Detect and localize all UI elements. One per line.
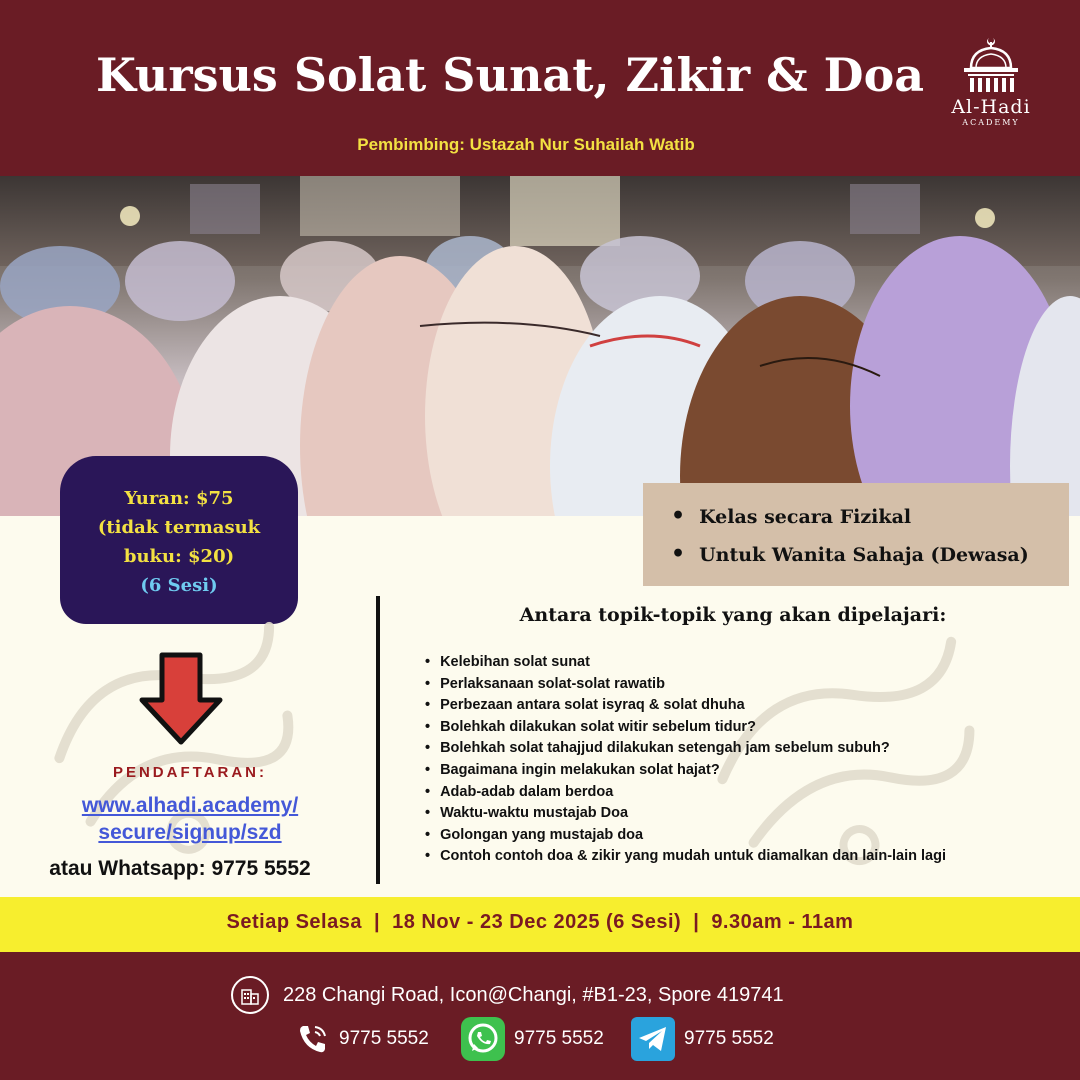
instructor-line: Pembimbing: Ustazah Nur Suhailah Watib [357, 135, 695, 154]
registration-label: PENDAFTARAN: [112, 764, 268, 781]
phone-number: 9775 5552 [339, 1028, 429, 1049]
topic-item: • Kelebihan solat sunat [425, 652, 1065, 674]
whatsapp-contact[interactable] [460, 1016, 604, 1062]
building-icon [231, 976, 269, 1014]
feature-item: • Kelas secara Fizikal [671, 503, 1069, 529]
registration-link-line-1[interactable]: www.alhadi.academy/ [81, 794, 299, 817]
logo-sub: ACADEMY [962, 118, 1020, 127]
address-text: 228 Changi Road, Icon@Changi, #B1-23, Spore 419741 [283, 983, 784, 1006]
telegram-contact[interactable] [630, 1016, 774, 1062]
telegram-icon [630, 1016, 676, 1062]
fee-line-1: Yuran: $75 [124, 488, 234, 509]
topic-item: • Waktu-waktu mustajab Doa [425, 803, 1065, 825]
down-arrow-icon [138, 652, 224, 751]
whatsapp-number: 9775 5552 [514, 1028, 604, 1049]
vertical-divider [376, 596, 380, 884]
topic-item: • Contoh contoh doa & zikir yang mudah untuk diamalkan dan lain-lain lagi [425, 846, 1065, 868]
academy-logo [936, 36, 1046, 142]
topic-item: • Bolehkah dilakukan solat witir sebelum tidur? [425, 717, 1065, 739]
fee-line-3: buku: $20) [123, 546, 235, 567]
topic-item: • Golongan yang mustajab doa [425, 825, 1065, 847]
topic-item: • Perbezaan antara solat isyraq & solat dhuha [425, 695, 1065, 717]
features-box [643, 483, 1069, 586]
topic-item: • Bagaimana ingin melakukan solat hajat? [425, 760, 1065, 782]
registration-link[interactable] [30, 792, 350, 846]
fee-sessions: (6 Sesi) [140, 575, 218, 596]
schedule-dates: 18 Nov - 23 Dec 2025 (6 Sesi) [392, 911, 682, 933]
whatsapp-icon [460, 1016, 506, 1062]
topic-item: • Bolehkah solat tahajjud dilakukan setengah jam sebelum subuh? [425, 738, 1065, 760]
telegram-number: 9775 5552 [684, 1028, 774, 1049]
schedule-time: 9.30am - 11am [711, 911, 854, 933]
mosque-logo-icon [936, 36, 1046, 94]
feature-item: • Untuk Wanita Sahaja (Dewasa) [671, 541, 1069, 567]
phone-icon [295, 1021, 331, 1057]
schedule-separator: | [373, 911, 381, 933]
topic-item: • Adab-adab dalam berdoa [425, 782, 1065, 804]
address-row [231, 976, 784, 1014]
topics-list [425, 652, 1065, 868]
schedule-separator: | [693, 911, 700, 933]
footer-contact [0, 952, 1080, 1080]
schedule-day: Setiap Selasa [226, 911, 362, 933]
schedule-bar [0, 897, 1080, 952]
topic-item: • Perlaksanaan solat-solat rawatib [425, 674, 1065, 696]
registration-whatsapp: atau Whatsapp: 9775 5552 [49, 857, 311, 880]
fee-line-2: (tidak termasuk [97, 517, 261, 538]
header-banner [0, 0, 1080, 176]
registration-link-line-2[interactable]: secure/signup/szd [98, 821, 282, 844]
topics-title: Antara topik-topik yang akan dipelajari: [519, 604, 947, 626]
logo-name: Al-Hadi [951, 96, 1031, 118]
phone-contact[interactable] [295, 1016, 429, 1062]
page-title: Kursus Solat Sunat, Zikir & Doa [95, 48, 925, 102]
